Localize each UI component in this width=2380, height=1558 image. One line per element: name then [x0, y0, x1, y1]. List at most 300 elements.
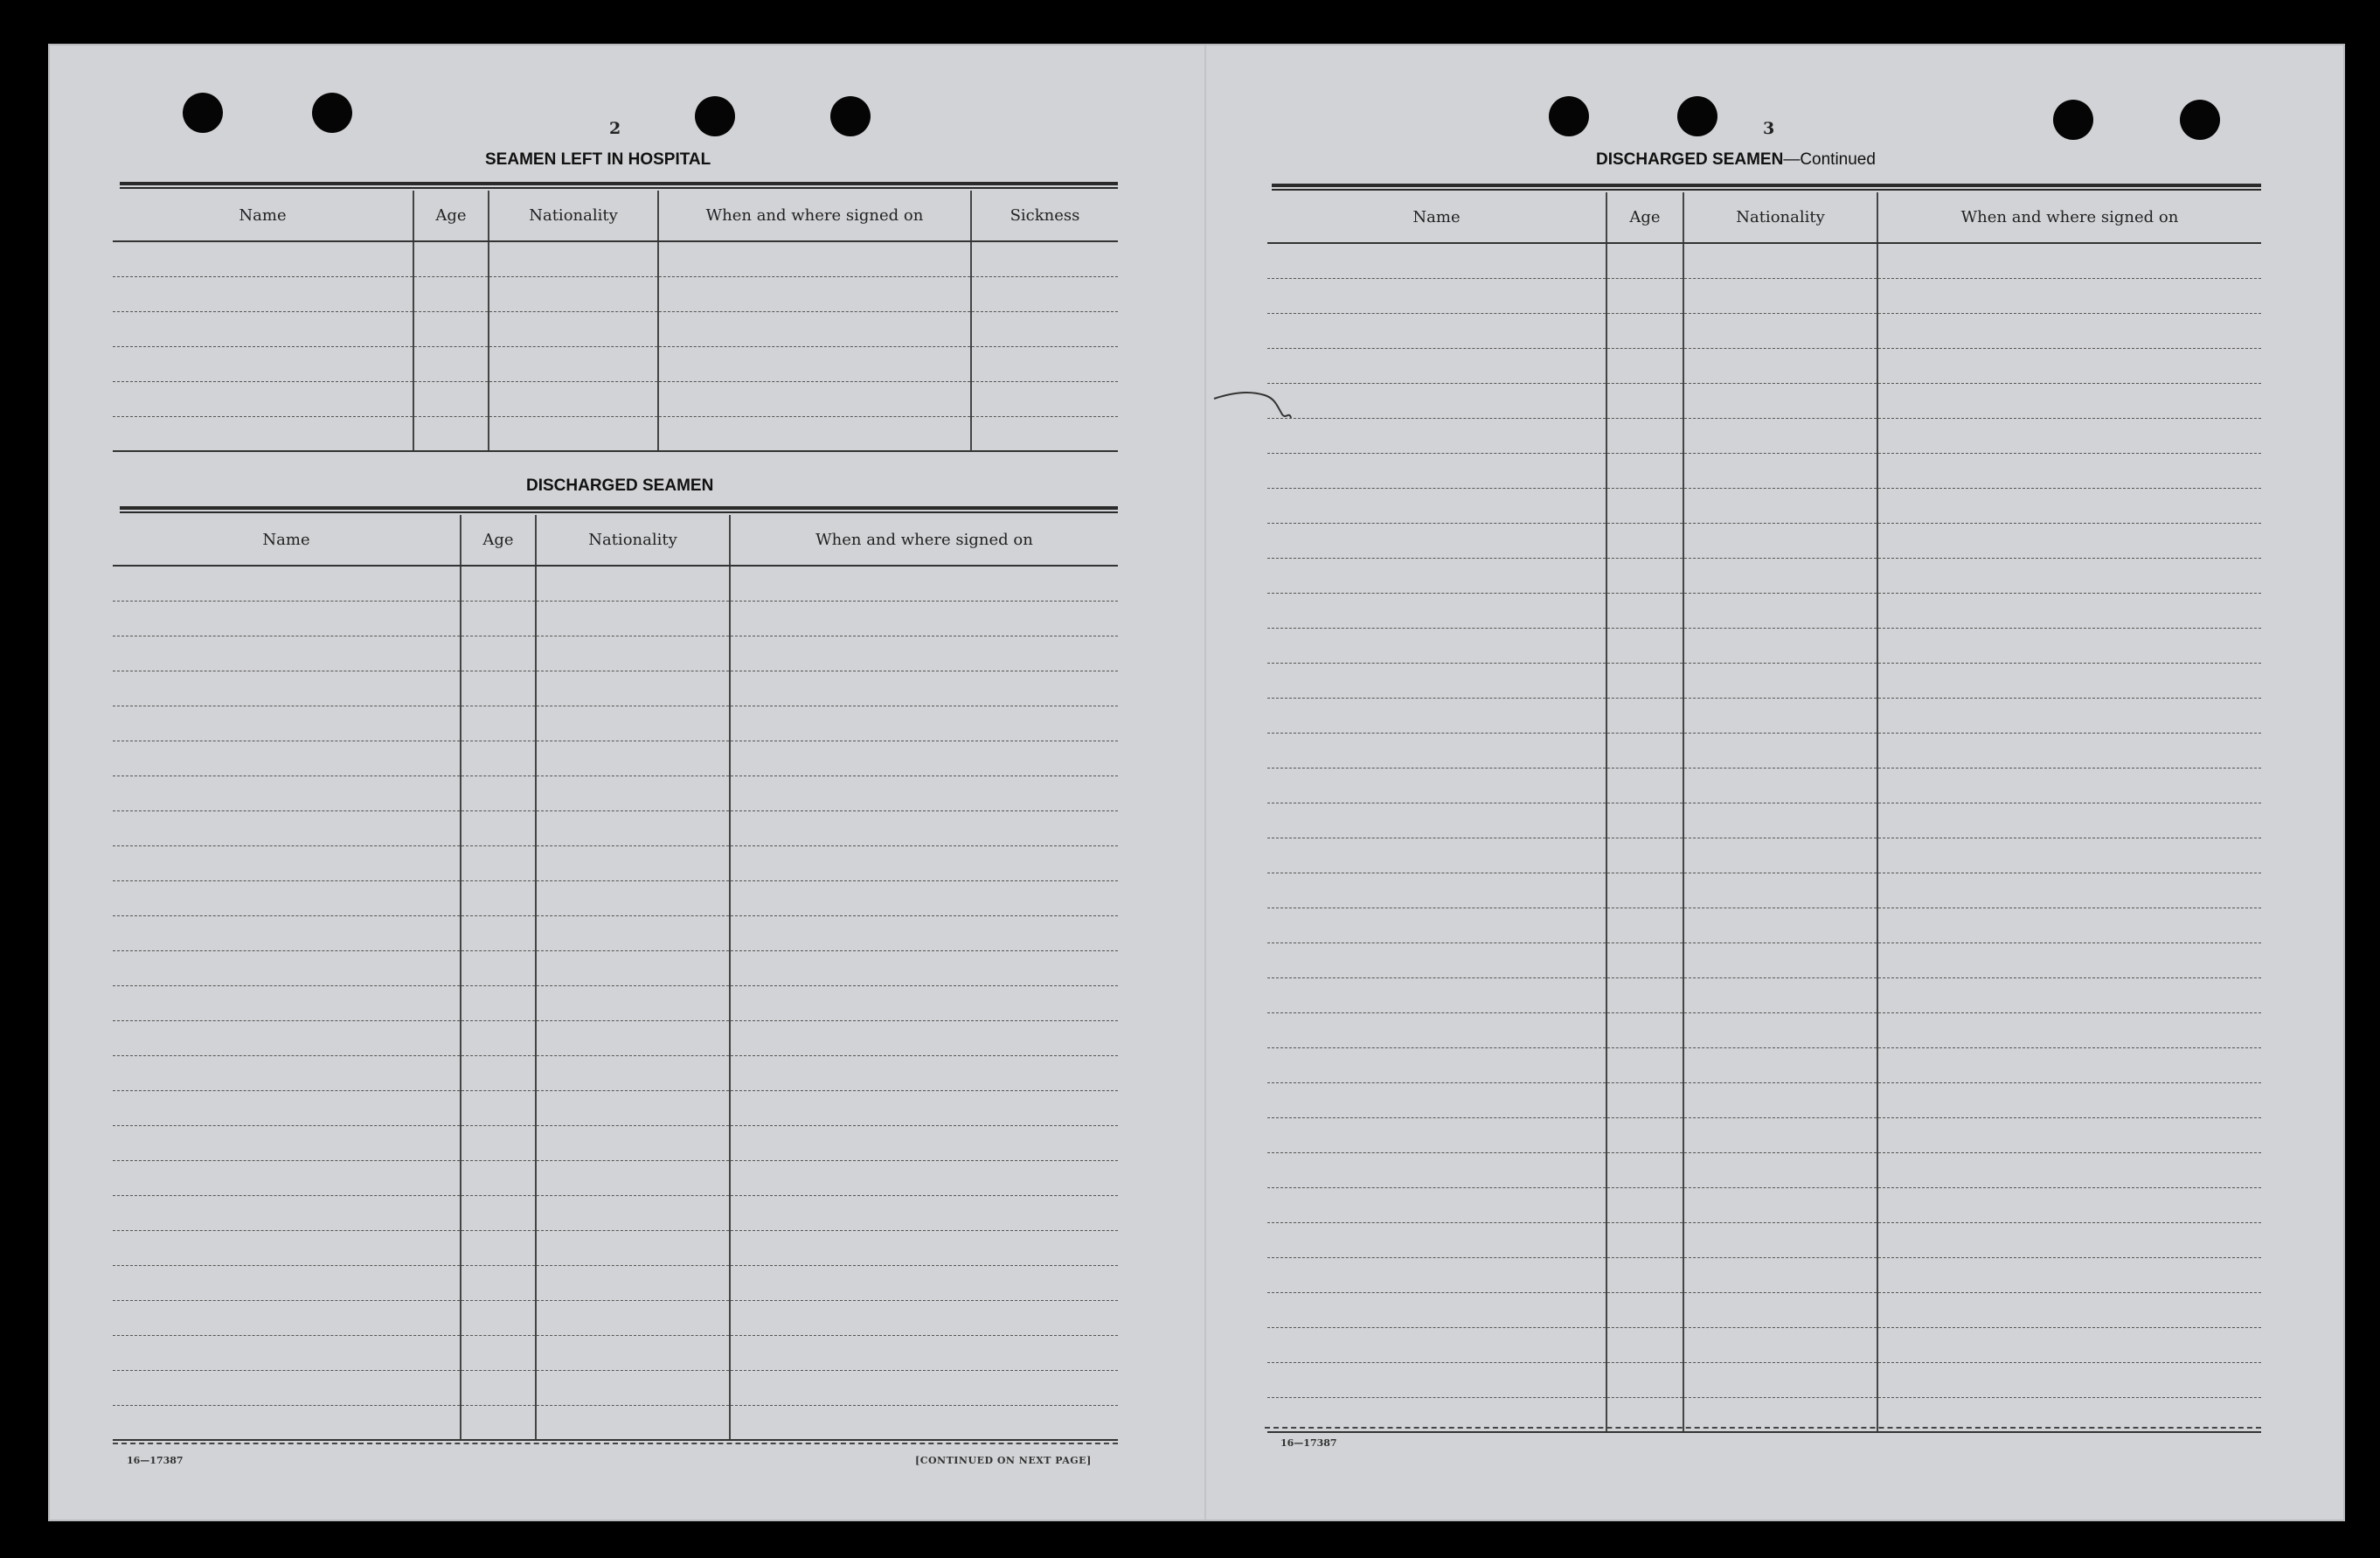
continued-top-rule [1272, 184, 2261, 191]
table-cell [730, 1020, 1118, 1055]
table-cell [461, 776, 536, 810]
table-cell [461, 1160, 536, 1195]
table-cell [461, 1300, 536, 1335]
table-cell [113, 1300, 461, 1335]
table-row [1267, 663, 2261, 698]
table-cell [971, 416, 1118, 451]
table-cell [536, 880, 730, 915]
table-cell [1683, 383, 1877, 418]
table-row [113, 985, 1118, 1020]
table-row [1267, 558, 2261, 593]
table-row [1267, 873, 2261, 908]
table-row [113, 381, 1118, 416]
table-cell [1606, 628, 1683, 663]
table-cell [730, 1090, 1118, 1125]
hospital-header-nationality: Nationality [489, 191, 658, 241]
table-row [113, 566, 1118, 601]
table-cell [1267, 768, 1606, 803]
table-cell [1683, 908, 1877, 942]
table-cell [730, 915, 1118, 950]
table-cell [730, 636, 1118, 671]
table-row [1267, 243, 2261, 278]
table-cell [1267, 663, 1606, 698]
table-row [1267, 488, 2261, 523]
table-cell [1267, 523, 1606, 558]
table-cell [1877, 1012, 2261, 1047]
table-cell [658, 311, 971, 346]
table-row [113, 810, 1118, 845]
table-cell [1683, 313, 1877, 348]
table-cell [1267, 838, 1606, 873]
table-row [113, 636, 1118, 671]
hospital-table [113, 191, 1118, 452]
table-row [113, 741, 1118, 776]
table-cell [113, 241, 413, 276]
table-cell [1683, 348, 1877, 383]
table-cell [730, 1405, 1118, 1440]
table-cell [730, 1055, 1118, 1090]
table-cell [1683, 243, 1877, 278]
table-cell [1606, 1012, 1683, 1047]
table-cell [1267, 383, 1606, 418]
table-cell [1683, 453, 1877, 488]
continued-header-nationality: Nationality [1683, 192, 1877, 243]
table-cell [1683, 838, 1877, 873]
table-cell [1683, 873, 1877, 908]
table-cell [1267, 1047, 1606, 1082]
table-cell [536, 1160, 730, 1195]
table-cell [1267, 348, 1606, 383]
table-cell [1877, 803, 2261, 838]
table-cell [1606, 942, 1683, 977]
table-row [1267, 908, 2261, 942]
table-cell [1267, 977, 1606, 1012]
table-cell [730, 706, 1118, 741]
table-cell [1267, 1257, 1606, 1292]
table-row [113, 1300, 1118, 1335]
continued-header-when-and-where-signed-on: When and where signed on [1877, 192, 2261, 243]
table-cell [1267, 803, 1606, 838]
table-row [1267, 278, 2261, 313]
table-cell [1877, 453, 2261, 488]
table-cell [1683, 977, 1877, 1012]
table-cell [1877, 313, 2261, 348]
table-cell [730, 845, 1118, 880]
table-cell [1267, 698, 1606, 733]
table-cell [536, 741, 730, 776]
table-row [113, 950, 1118, 985]
table-cell [730, 1230, 1118, 1265]
table-row [113, 1160, 1118, 1195]
table-cell [536, 1230, 730, 1265]
table-cell [971, 381, 1118, 416]
table-cell [1683, 698, 1877, 733]
continued-header-name: Name [1267, 192, 1606, 243]
table-cell [1877, 1047, 2261, 1082]
table-cell [536, 915, 730, 950]
table-cell [461, 1055, 536, 1090]
table-cell [489, 416, 658, 451]
table-cell [1683, 663, 1877, 698]
table-cell [1606, 383, 1683, 418]
table-cell [536, 1195, 730, 1230]
table-row [113, 671, 1118, 706]
table-row [1267, 1082, 2261, 1117]
table-cell [730, 1265, 1118, 1300]
table-cell [1606, 1117, 1683, 1152]
table-cell [113, 636, 461, 671]
table-cell [113, 276, 413, 311]
table-row [1267, 1292, 2261, 1327]
table-cell [113, 880, 461, 915]
table-cell [1267, 628, 1606, 663]
right-footer-rule [1265, 1427, 2261, 1429]
table-cell [113, 810, 461, 845]
table-cell [413, 346, 489, 381]
table-cell [113, 1335, 461, 1370]
page-number-left: 2 [609, 119, 621, 138]
table-cell [971, 241, 1118, 276]
table-row [1267, 838, 2261, 873]
table-cell [730, 880, 1118, 915]
table-cell [461, 1265, 536, 1300]
table-cell [413, 276, 489, 311]
table-cell [730, 1125, 1118, 1160]
table-cell [730, 1335, 1118, 1370]
table-cell [1606, 523, 1683, 558]
table-cell [461, 1195, 536, 1230]
table-cell [1606, 1222, 1683, 1257]
table-cell [536, 1370, 730, 1405]
table-cell [461, 601, 536, 636]
table-row [1267, 1047, 2261, 1082]
table-cell [461, 1370, 536, 1405]
table-cell [113, 1265, 461, 1300]
table-cell [536, 1125, 730, 1160]
table-cell [1683, 768, 1877, 803]
table-cell [1877, 383, 2261, 418]
table-cell [1877, 698, 2261, 733]
punch-hole [2053, 100, 2093, 140]
table-cell [113, 1160, 461, 1195]
pen-mark [1212, 388, 1308, 423]
discharged-continued-title [1596, 150, 1876, 170]
table-row [1267, 1257, 2261, 1292]
continued-note: [CONTINUED ON NEXT PAGE] [915, 1455, 1092, 1466]
table-cell [536, 776, 730, 810]
table-cell [730, 741, 1118, 776]
discharged-continued-suffix: —Continued [1783, 150, 1876, 169]
table-row [1267, 977, 2261, 1012]
table-cell [536, 706, 730, 741]
discharged-top-rule [120, 506, 1118, 513]
table-cell [413, 241, 489, 276]
table-cell [1606, 663, 1683, 698]
discharged-section-title: DISCHARGED SEAMEN [526, 476, 714, 495]
table-cell [1877, 977, 2261, 1012]
table-cell [461, 1090, 536, 1125]
hospital-header-when-and-where-signed-on: When and where signed on [658, 191, 971, 241]
table-cell [1606, 873, 1683, 908]
table-cell [971, 346, 1118, 381]
table-cell [1877, 733, 2261, 768]
page-fold [1204, 45, 1206, 1520]
table-cell [1877, 1117, 2261, 1152]
table-cell [489, 381, 658, 416]
discharged-continued-title-main: DISCHARGED SEAMEN [1596, 150, 1784, 169]
table-cell [1877, 1362, 2261, 1397]
table-cell [1606, 453, 1683, 488]
table-row [1267, 1152, 2261, 1187]
table-cell [1877, 243, 2261, 278]
table-cell [1683, 278, 1877, 313]
table-cell [1267, 1082, 1606, 1117]
table-cell [113, 311, 413, 346]
table-cell [1267, 1117, 1606, 1152]
table-cell [1267, 418, 1606, 453]
page-number-right: 3 [1763, 119, 1775, 138]
table-row [113, 1335, 1118, 1370]
table-cell [113, 950, 461, 985]
table-cell [658, 381, 971, 416]
table-cell [1606, 1152, 1683, 1187]
table-cell [461, 1125, 536, 1160]
table-cell [1877, 942, 2261, 977]
document-sheet [48, 44, 2345, 1521]
table-row [1267, 453, 2261, 488]
discharged-header-name: Name [113, 515, 461, 566]
table-cell [536, 845, 730, 880]
table-row [113, 1020, 1118, 1055]
table-cell [413, 311, 489, 346]
table-row [113, 1370, 1118, 1405]
table-cell [1267, 558, 1606, 593]
table-cell [1877, 1292, 2261, 1327]
table-row [113, 915, 1118, 950]
table-cell [1683, 733, 1877, 768]
table-row [113, 706, 1118, 741]
table-cell [461, 636, 536, 671]
table-cell [1683, 628, 1877, 663]
table-cell [536, 566, 730, 601]
table-cell [1877, 663, 2261, 698]
table-row [1267, 698, 2261, 733]
table-cell [1606, 1292, 1683, 1327]
table-cell [113, 706, 461, 741]
table-cell [1877, 1082, 2261, 1117]
table-cell [413, 416, 489, 451]
table-cell [1267, 733, 1606, 768]
table-cell [658, 276, 971, 311]
table-row [1267, 1117, 2261, 1152]
table-cell [489, 241, 658, 276]
table-cell [536, 1055, 730, 1090]
table-cell [1877, 628, 2261, 663]
table-cell [536, 985, 730, 1020]
table-cell [1877, 838, 2261, 873]
table-cell [1606, 1257, 1683, 1292]
table-cell [1683, 1047, 1877, 1082]
table-row [1267, 593, 2261, 628]
punch-hole [2180, 100, 2220, 140]
table-cell [461, 810, 536, 845]
table-cell [113, 741, 461, 776]
table-cell [1683, 593, 1877, 628]
table-cell [730, 1160, 1118, 1195]
table-cell [461, 671, 536, 706]
punch-hole [1677, 96, 1717, 136]
table-cell [536, 1335, 730, 1370]
discharged-table [113, 515, 1118, 1441]
table-cell [461, 985, 536, 1020]
table-row [1267, 1012, 2261, 1047]
table-cell [1683, 1117, 1877, 1152]
table-cell [113, 1090, 461, 1125]
table-cell [1877, 348, 2261, 383]
table-row [1267, 942, 2261, 977]
table-cell [461, 741, 536, 776]
table-cell [113, 381, 413, 416]
table-cell [1267, 1187, 1606, 1222]
table-cell [113, 1370, 461, 1405]
table-row [113, 845, 1118, 880]
table-cell [1683, 1152, 1877, 1187]
table-cell [1606, 1047, 1683, 1082]
punch-hole [1549, 96, 1589, 136]
table-cell [1267, 1292, 1606, 1327]
hospital-header-name: Name [113, 191, 413, 241]
table-cell [1683, 1257, 1877, 1292]
table-cell [536, 1300, 730, 1335]
table-row [1267, 418, 2261, 453]
table-cell [1606, 838, 1683, 873]
table-cell [461, 1230, 536, 1265]
table-cell [1683, 488, 1877, 523]
table-cell [1877, 873, 2261, 908]
table-cell [1606, 1187, 1683, 1222]
table-row [113, 1125, 1118, 1160]
table-cell [1683, 942, 1877, 977]
table-cell [1606, 733, 1683, 768]
table-cell [113, 1405, 461, 1440]
table-cell [536, 810, 730, 845]
table-cell [1267, 942, 1606, 977]
table-cell [536, 601, 730, 636]
table-cell [113, 985, 461, 1020]
table-row [113, 1055, 1118, 1090]
table-cell [461, 1405, 536, 1440]
table-cell [1683, 1222, 1877, 1257]
table-row [1267, 1327, 2261, 1362]
table-cell [1606, 488, 1683, 523]
table-cell [1683, 1187, 1877, 1222]
table-cell [113, 915, 461, 950]
table-cell [730, 810, 1118, 845]
table-cell [1606, 418, 1683, 453]
table-cell [1267, 1222, 1606, 1257]
table-row [113, 416, 1118, 451]
hospital-top-rule [120, 182, 1118, 189]
table-cell [1877, 418, 2261, 453]
form-number-right: 16—17387 [1280, 1437, 1337, 1449]
table-cell [1877, 488, 2261, 523]
table-cell [730, 1300, 1118, 1335]
table-cell [1683, 1292, 1877, 1327]
punch-hole [830, 96, 871, 136]
table-cell [1683, 803, 1877, 838]
table-cell [1606, 593, 1683, 628]
table-cell [1877, 523, 2261, 558]
table-row [1267, 768, 2261, 803]
left-footer-rule [113, 1443, 1118, 1444]
table-cell [113, 1230, 461, 1265]
table-cell [113, 1195, 461, 1230]
hospital-header-sickness: Sickness [971, 191, 1118, 241]
hospital-section-title: SEAMEN LEFT IN HOSPITAL [485, 150, 711, 169]
table-cell [1877, 558, 2261, 593]
table-cell [461, 1335, 536, 1370]
table-row [113, 1230, 1118, 1265]
table-row [1267, 1222, 2261, 1257]
table-cell [730, 671, 1118, 706]
table-cell [536, 1405, 730, 1440]
table-cell [1267, 1327, 1606, 1362]
table-cell [461, 950, 536, 985]
table-cell [536, 671, 730, 706]
table-cell [1267, 593, 1606, 628]
table-cell [1877, 1152, 2261, 1187]
discharged-header-when-and-where-signed-on: When and where signed on [730, 515, 1118, 566]
table-row [1267, 1362, 2261, 1397]
table-cell [461, 845, 536, 880]
punch-hole [183, 93, 223, 133]
table-row [1267, 313, 2261, 348]
table-row [113, 1090, 1118, 1125]
table-cell [113, 776, 461, 810]
table-cell [461, 706, 536, 741]
table-cell [658, 416, 971, 451]
table-cell [1606, 768, 1683, 803]
table-cell [489, 346, 658, 381]
discharged-continued-table [1267, 192, 2261, 1433]
table-cell [1877, 1327, 2261, 1362]
table-cell [113, 601, 461, 636]
punch-hole [312, 93, 352, 133]
form-number-left: 16—17387 [127, 1455, 184, 1466]
continued-header-age: Age [1606, 192, 1683, 243]
table-cell [113, 1020, 461, 1055]
table-cell [1877, 593, 2261, 628]
table-row [1267, 733, 2261, 768]
table-cell [1683, 1082, 1877, 1117]
discharged-header-age: Age [461, 515, 536, 566]
table-cell [113, 1125, 461, 1160]
table-cell [1877, 908, 2261, 942]
table-cell [1877, 1222, 2261, 1257]
table-cell [1606, 1327, 1683, 1362]
table-row [113, 311, 1118, 346]
table-cell [1267, 453, 1606, 488]
table-cell [536, 1090, 730, 1125]
table-cell [1606, 313, 1683, 348]
discharged-header-nationality: Nationality [536, 515, 730, 566]
table-cell [730, 776, 1118, 810]
table-row [113, 346, 1118, 381]
table-row [113, 241, 1118, 276]
table-cell [1267, 278, 1606, 313]
table-cell [1267, 1362, 1606, 1397]
table-cell [536, 1265, 730, 1300]
